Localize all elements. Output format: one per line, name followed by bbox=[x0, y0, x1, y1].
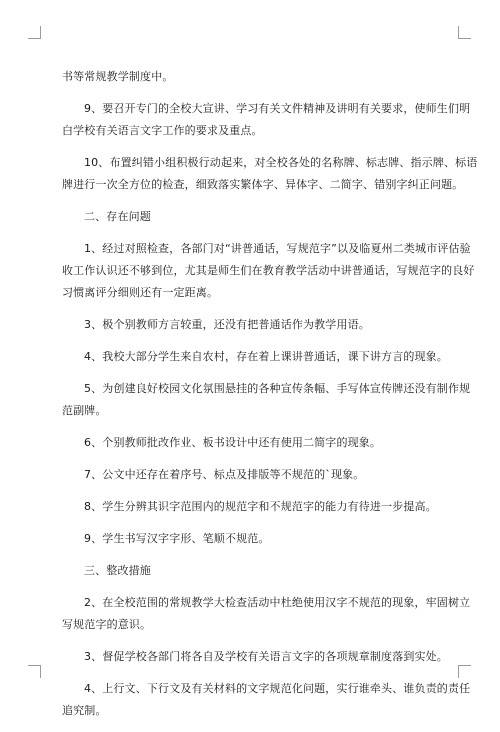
paragraph-line: 3、督促学校各部门将各自及学校有关语言文字的各项规章制度落到实处。 bbox=[84, 650, 448, 663]
paragraph bbox=[62, 560, 446, 582]
crop-mark-bottom-right bbox=[458, 665, 471, 678]
paragraph-line: 收工作认识还不够到位，尤其是师生们在教育教学活动中讲普通话，写规范字的良好 bbox=[62, 264, 475, 277]
paragraph bbox=[62, 464, 446, 486]
paragraph bbox=[62, 646, 446, 668]
paragraph bbox=[62, 152, 478, 196]
paragraph bbox=[62, 528, 446, 550]
paragraph-line: 三、整改措施 bbox=[84, 564, 151, 577]
document-body bbox=[62, 66, 478, 732]
paragraph-line: 追究制。 bbox=[62, 704, 107, 717]
paragraph-line: 白学校有关语言文字工作的要求及重点。 bbox=[62, 124, 263, 137]
paragraph bbox=[62, 378, 471, 422]
paragraph-line: 10、布置纠错小组积极行动起来，对全校各处的名称牌、标志牌、指示牌、标语 bbox=[84, 156, 478, 169]
paragraph bbox=[62, 432, 446, 454]
paragraph-line: 8、学生分辨其识字范围内的规范字和不规范字的能力有待进一步提高。 bbox=[84, 500, 437, 513]
paragraph bbox=[62, 98, 471, 142]
crop-mark-top-right bbox=[458, 26, 471, 39]
crop-mark-top-left bbox=[28, 26, 41, 39]
paragraph-line: 3、极个别教师方言较重，还没有把普通话作为教学用语。 bbox=[84, 318, 370, 331]
paragraph bbox=[62, 678, 471, 722]
paragraph-line: 9、学生书写汉字字形、笔顺不规范。 bbox=[84, 532, 270, 545]
paragraph bbox=[62, 592, 471, 636]
paragraph-line: 写规范字的意识。 bbox=[62, 618, 152, 631]
paragraph-line: 牌进行一次全方位的检查，细致落实繁体字、异体字、二简字、错别字纠正问题。 bbox=[62, 178, 464, 191]
paragraph-line: 9、要召开专门的全校大宣讲、学习有关文件精神及讲明有关要求，使师生们明 bbox=[84, 102, 471, 115]
paragraph-line: 5、为创建良好校园文化氛围悬挂的各种宣传条幅、手写体宣传牌还没有制作规 bbox=[84, 382, 471, 395]
paragraph-line: 6、个别教师批改作业、板书设计中还有使用二简字的现象。 bbox=[84, 436, 382, 449]
paragraph bbox=[62, 346, 446, 368]
paragraph-line: 范副牌。 bbox=[62, 404, 107, 417]
paragraph bbox=[62, 496, 446, 518]
paragraph bbox=[62, 206, 446, 228]
paragraph bbox=[62, 66, 446, 88]
paragraph-line: 书等常规教学制度中。 bbox=[62, 70, 174, 83]
paragraph-line: 1、经过对照检查，各部门对“讲普通话，写规范字”以及临夏州二类城市评估验 bbox=[84, 242, 471, 255]
paragraph bbox=[62, 238, 475, 304]
paragraph bbox=[62, 314, 446, 336]
paragraph-line: 7、公文中还存在着序号、标点及排版等不规范的`现象。 bbox=[84, 468, 365, 481]
paragraph-line: 习惯离评分细则还有一定距离。 bbox=[62, 286, 219, 299]
paragraph-line: 2、在全校范围的常规教学大检查活动中杜绝使用汉字不规范的现象，牢固树立 bbox=[84, 596, 471, 609]
paragraph-line: 二、存在问题 bbox=[84, 210, 151, 223]
crop-mark-bottom-left bbox=[28, 665, 41, 678]
paragraph-line: 4、我校大部分学生来自农村，存在着上课讲普通话，课下讲方言的现象。 bbox=[84, 350, 448, 363]
paragraph-line: 4、上行文、下行文及有关材料的文字规范化问题，实行谁牵头、谁负责的责任 bbox=[84, 682, 471, 695]
